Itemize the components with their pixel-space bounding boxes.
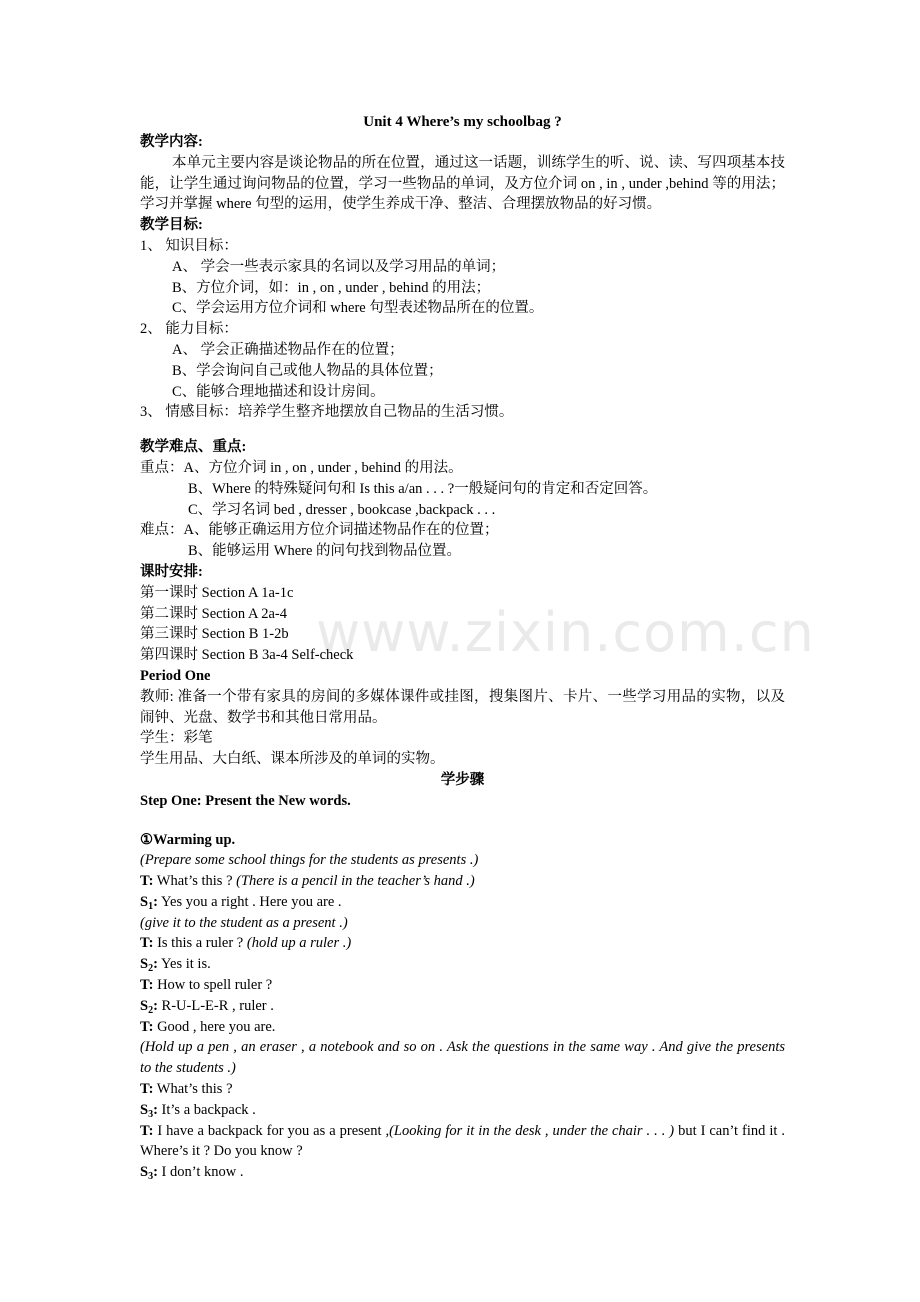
dialogue-text: It’s a backpack .	[157, 1101, 256, 1118]
dialogue-text: R-U-L-E-R , ruler .	[157, 997, 274, 1014]
content-paragraph: 本单元主要内容是谈论物品的所在位置，通过这一话题，训练学生的听、说、读、写四项基本技能，让学生通过询问物品的位置，学习一些物品的单词，及方位介词 on , in , under ,behind 等的用法；学习并掌握 where 句型的运用，使学生养成干净、整洁、合理摆放物品的好习惯。	[140, 154, 785, 213]
speaker-label: T:	[140, 1122, 154, 1139]
dialogue-line	[140, 871, 785, 892]
dialogue-line	[140, 1121, 785, 1163]
dialogue-text: I don’t know .	[157, 1164, 244, 1181]
key-point: C、学习名词 bed , dresser , bookcase ,backpack . . .	[188, 501, 496, 518]
speaker-label: $S_2$:	[140, 956, 158, 975]
key-point: B、Where 的特殊疑问句和 Is this a/an . . . ?一般疑问句的肯定和否定回答。	[188, 480, 658, 497]
dialogue-line	[140, 1100, 785, 1121]
ability-goal-heading: 2、 能力目标：	[140, 321, 238, 338]
dialogue-text: but I can’t find it . Where’s it ? Do you know ?	[140, 1122, 785, 1160]
schedule-item: 第一课时 Section A 1a-1c	[140, 584, 294, 601]
dialogue-text: How to spell ruler ?	[153, 977, 273, 994]
speaker-label: T:	[140, 935, 154, 952]
ability-goal-item: A、 学会正确描述物品作在的位置；	[172, 341, 404, 358]
speaker-label: $S_3$:	[140, 1164, 158, 1183]
stage-direction: (There is a pencil in the teacher’s hand .)	[236, 873, 475, 890]
speaker-label: T:	[140, 1081, 154, 1098]
watermark: www.zixin.com.cn	[316, 601, 815, 664]
steps-heading: 学步骤	[440, 771, 485, 788]
dialogue-line	[140, 1162, 785, 1183]
difficulties-heading: 教学难点、重点:	[140, 439, 247, 456]
dialogue-text: Yes it is.	[157, 956, 211, 973]
content-heading: 教学内容:	[140, 134, 203, 150]
speaker-label: T:	[140, 873, 154, 890]
dialogue-line	[140, 933, 785, 954]
speaker-label: T:	[140, 1018, 154, 1035]
dialogue-text: What’s this ?	[153, 1081, 233, 1098]
knowledge-goal-item: A、 学会一些表示家具的名词以及学习用品的单词；	[172, 258, 506, 275]
schedule-item: 第二课时 Section A 2a-4	[140, 605, 288, 622]
dialogue-text: Is this a ruler ?	[153, 935, 247, 952]
teacher-prep: 教师: 准备一个带有家具的房间的多媒体课件或挂图，搜集图片、卡片、一些学习用品的实物，以及闹钟、光盘、数学书和其他日常用品。	[140, 688, 785, 726]
knowledge-goal-item: B、方位介词，如：in , on , under , behind 的用法；	[172, 279, 491, 296]
goals-heading: 教学目标:	[140, 217, 203, 234]
dialogue-text: I have a backpack for you as a present ,	[153, 1122, 390, 1139]
ability-goal-item: C、能够合理地描述和设计房间。	[172, 383, 385, 400]
ability-goal-item: B、学会询问自己或他人物品的具体位置；	[172, 362, 443, 379]
key-point: 重点：A、方位介词 in , on , under , behind 的用法。	[140, 459, 463, 476]
stage-direction: (Prepare some school things for the students as presents .)	[140, 852, 479, 869]
speaker-label: $S_2$:	[140, 997, 158, 1016]
period-heading: Period One	[140, 667, 211, 684]
stage-direction: (give it to the student as a present .)	[140, 914, 348, 931]
difficult-point: B、能够运用 Where 的问句找到物品位置。	[188, 543, 462, 560]
dialogue-line	[140, 1017, 785, 1038]
speaker-label: $S_3$:	[140, 1101, 158, 1120]
student-items: 学生用品、大白纸、课本所涉及的单词的实物。	[140, 751, 445, 768]
dialogue-line	[140, 892, 785, 913]
document-title: Unit 4 Where’s my schoolbag ?	[363, 114, 562, 130]
knowledge-goal-item: C、学会运用方位介词和 where 句型表述物品所在的位置。	[172, 300, 544, 317]
dialogue-line	[140, 996, 785, 1017]
stage-direction: (Looking for it in the desk , under the chair . . . )	[389, 1122, 675, 1139]
dialogue-line	[140, 954, 785, 975]
stage-direction: (Hold up a pen , an eraser , a notebook and so on . Ask the questions in the same way . And give the presents to the students .)	[140, 1039, 785, 1077]
step-one-heading: Step One: Present the New words.	[140, 792, 351, 809]
dialogue-line	[140, 975, 785, 996]
schedule-item: 第三课时 Section B 1-2b	[140, 626, 289, 643]
emotion-goal: 3、 情感目标：培养学生整齐地摆放自己物品的生活习惯。	[140, 404, 514, 421]
difficult-point: 难点：A、能够正确运用方位介词描述物品作在的位置；	[140, 522, 499, 539]
speaker-label: $S_1$:	[140, 893, 158, 912]
dialogue-line	[140, 1079, 785, 1100]
student-prep: 学生：彩笔	[140, 730, 213, 747]
dialogue-text: What’s this ?	[153, 873, 237, 890]
schedule-item: 第四课时 Section B 3a-4 Self-check	[140, 647, 354, 664]
schedule-heading: 课时安排:	[140, 563, 203, 580]
warming-up-heading: ①Warming up.	[140, 831, 236, 848]
dialogue-text: Good , here you are.	[153, 1018, 276, 1035]
dialogue-text: Yes you a right . Here you are .	[157, 893, 342, 910]
knowledge-goal-heading: 1、 知识目标：	[140, 237, 238, 254]
speaker-label: T:	[140, 977, 154, 994]
stage-direction: (hold up a ruler .)	[246, 935, 352, 952]
